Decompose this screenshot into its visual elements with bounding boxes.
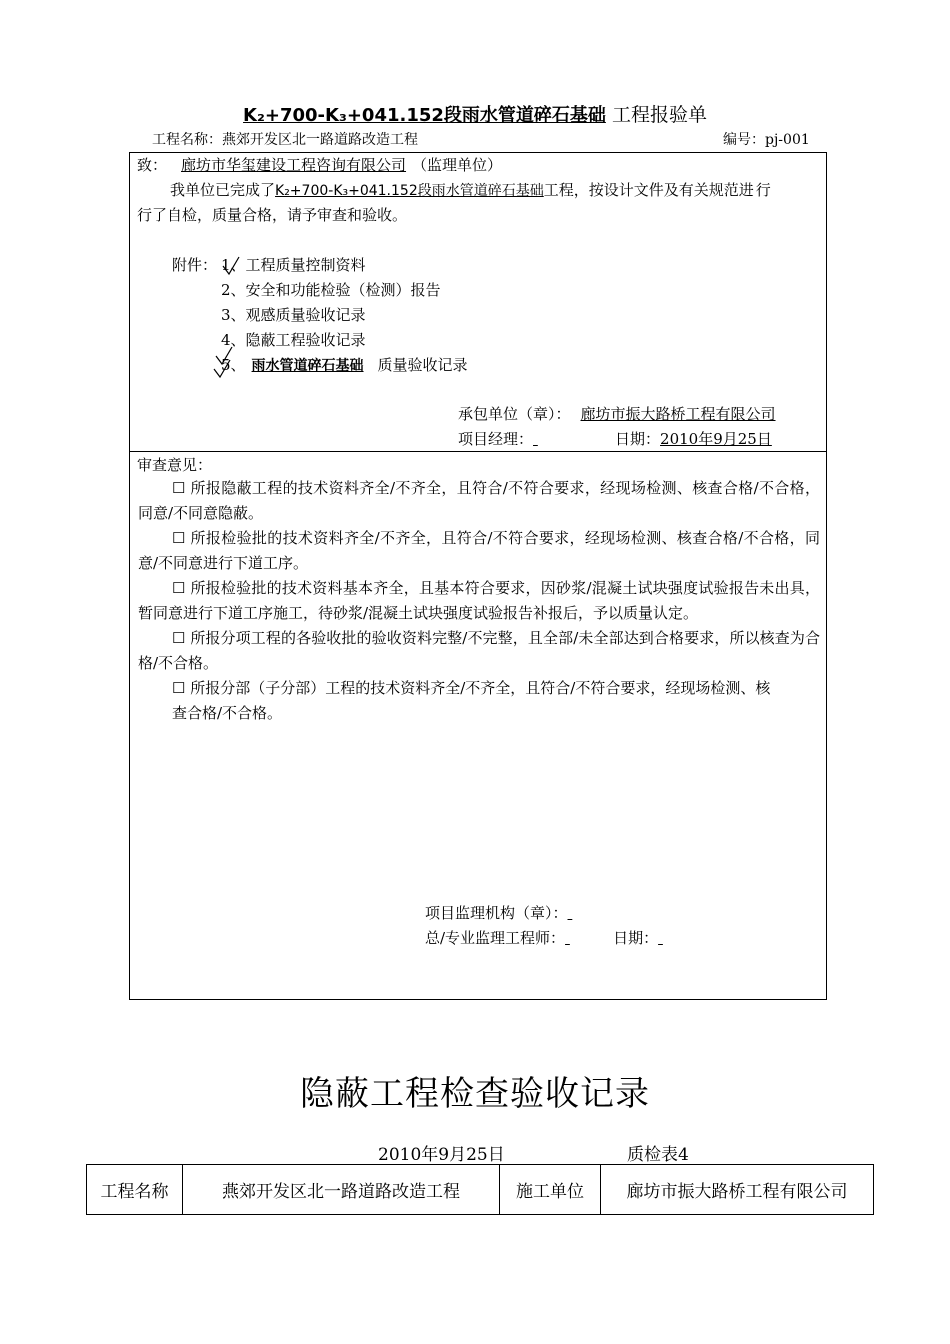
project-name-header: 工程名称 bbox=[87, 1165, 183, 1215]
review-item-2: ☐ 所报检验批的技术资料齐全/不齐全，且符合/不符合要求，经现场检测、核查合格/不合格，同意/不同意进行下道工序。 bbox=[138, 529, 820, 572]
statement-pre: 我单位已完成了 bbox=[170, 181, 276, 199]
supervisor-org-line bbox=[425, 901, 684, 925]
contractor-line bbox=[458, 402, 780, 426]
construction-unit-header: 施工单位 bbox=[500, 1165, 601, 1215]
attachment-2: 2、安全和功能检验（检测）报告 bbox=[221, 281, 441, 299]
form2-date: 2010年9月25日 bbox=[378, 1145, 505, 1165]
attachment-5 bbox=[221, 353, 468, 378]
supervisor-eng-blank bbox=[565, 926, 613, 950]
form1-title-suffix: 工程报验单 bbox=[605, 104, 707, 126]
contractor-label: 承包单位（章）： bbox=[458, 405, 571, 423]
statement-post: 工程，按设计文件及有关规范进 bbox=[543, 181, 754, 199]
review-item-5-line1: ☐ 所报分部（子分部）工程的技术资料齐全/不齐全，且符合/不符合要求，经现场检测、核 bbox=[172, 679, 771, 697]
supervisor-date-blank bbox=[658, 926, 708, 950]
form2-number: 质检表4 bbox=[627, 1145, 689, 1165]
attachment-5-num: 5、 bbox=[221, 356, 246, 374]
review-item-5-line2: 查合格/不合格。 bbox=[172, 704, 283, 722]
manager-line bbox=[458, 427, 786, 451]
review-label: 审查意见： bbox=[137, 456, 213, 474]
form2-title: 隐蔽工程检查验收记录 bbox=[300, 1074, 650, 1114]
form1-title-code: K₂+700-K₃+041.152段雨水管道碎石基础 bbox=[243, 105, 606, 126]
statement-line1: 我单位已完成了K₂+700-K₃+041.152段雨水管道碎石基础工程，按设计文件及有关规范进 行 bbox=[170, 181, 771, 199]
construction-unit-value: 廊坊市振大路桥工程有限公司 bbox=[601, 1165, 874, 1215]
serial-number: 编号：pj-001 bbox=[723, 132, 810, 148]
project-name-label: 工程名称：燕郊开发区北一路道路改造工程 bbox=[152, 132, 418, 148]
attachments-label: 附件： bbox=[172, 256, 218, 274]
date-label: 日期： bbox=[615, 430, 661, 448]
to-line bbox=[137, 153, 502, 177]
attachment-5-suffix: 质量验收记录 bbox=[377, 356, 468, 374]
supervisor-eng-label: 总/专业监理工程师： bbox=[425, 929, 566, 947]
project-info-table bbox=[86, 1164, 874, 1215]
form-divider bbox=[129, 451, 827, 452]
attachment-4: 4、隐蔽工程验收记录 bbox=[221, 331, 366, 349]
checkmark-icon bbox=[213, 359, 231, 379]
attachment-1: 1、工程质量控制资料 bbox=[221, 256, 366, 274]
checkmark-icon bbox=[222, 256, 240, 276]
attachment-5-name: 雨水管道碎石基础 bbox=[251, 358, 364, 374]
statement-code: K₂+700-K₃+041.152段雨水管道碎石基础 bbox=[275, 183, 544, 199]
review-item-3: ☐ 所报检验批的技术资料基本齐全，且基本符合要求，因砂浆/混凝土试块强度试验报告未出具，暂同意进行下道工序施工，待砂浆/混凝土试块强度试验报告补报后，予以质量认定。 bbox=[138, 579, 820, 622]
date-value: 2010年9月25日 bbox=[660, 430, 772, 448]
to-suffix: （监理单位） bbox=[412, 156, 503, 174]
supervising-unit: 廊坊市华玺建设工程咨询有限公司 bbox=[181, 156, 407, 174]
project-name-value: 燕郊开发区北一路道路改造工程 bbox=[183, 1165, 500, 1215]
supervisor-eng-line bbox=[425, 926, 708, 950]
form1-title bbox=[0, 100, 950, 127]
attachment-3: 3、观感质量验收记录 bbox=[221, 306, 366, 324]
supervisor-org-label: 项目监理机构（章）： bbox=[425, 904, 568, 922]
table-row bbox=[87, 1165, 874, 1215]
review-item-4: ☐ 所报分项工程的各验收批的验收资料完整/不完整，且全部/未全部达到合格要求，所以核查为合格/不合格。 bbox=[138, 629, 820, 672]
contractor-name: 廊坊市振大路桥工程有限公司 bbox=[580, 405, 776, 423]
manager-blank bbox=[533, 427, 615, 451]
statement-line2: 行了自检，质量合格，请予审查和验收。 bbox=[137, 206, 408, 224]
supervisor-org-blank bbox=[568, 901, 684, 925]
manager-label: 项目经理： bbox=[458, 430, 534, 448]
review-item-1: ☐ 所报隐蔽工程的技术资料齐全/不齐全，且符合/不符合要求，经现场检测、核查合格/不合格，同意/不同意隐蔽。 bbox=[138, 479, 820, 522]
supervisor-date-label: 日期： bbox=[613, 929, 659, 947]
to-prefix: 致： bbox=[137, 156, 168, 174]
